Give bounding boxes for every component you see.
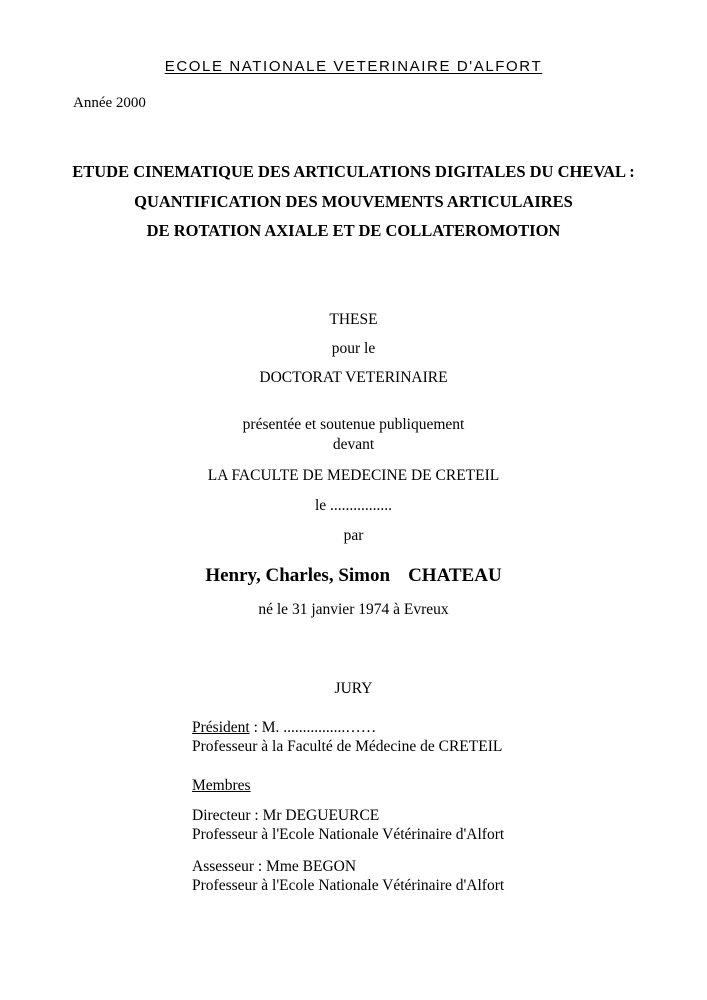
academic-year: Année 2000: [73, 95, 146, 111]
assessor-title: Professeur à l'Ecole Nationale Vétérinaire d'Alfort: [192, 877, 505, 894]
jury-heading: JURY: [334, 680, 373, 697]
jury-director: Directeur : Mr DEGUEURCE: [192, 807, 380, 824]
members-heading: Membres: [192, 777, 251, 794]
thesis-title-line-3: DE ROTATION AXIALE ET DE COLLATEROMOTION: [146, 221, 561, 240]
thesis-title-line-2: QUANTIFICATION DES MOUVEMENTS ARTICULAIRES: [134, 192, 573, 211]
these-label: THESE: [329, 311, 378, 328]
faculty-name: LA FACULTE DE MEDECINE DE CRETEIL: [207, 467, 500, 484]
president-value: : M. ................……: [249, 719, 377, 736]
author-surname: CHATEAU: [408, 565, 502, 586]
par-label: par: [343, 527, 364, 544]
jury-assessor: Assesseur : Mme BEGON: [192, 858, 357, 875]
jury-president: [192, 719, 376, 737]
pour-le-label: pour le: [331, 340, 376, 357]
defense-date: le ................: [314, 497, 393, 514]
school-name: ECOLE NATIONALE VETERINAIRE D'ALFORT: [164, 58, 543, 75]
author-birth: né le 31 janvier 1974 à Evreux: [258, 601, 449, 618]
author-name: [0, 565, 707, 587]
devant-label: devant: [332, 436, 375, 453]
presented-label: présentée et soutenue publiquement: [242, 416, 465, 433]
president-label: Président: [192, 719, 250, 736]
author-given-names: Henry, Charles, Simon: [205, 565, 391, 586]
president-title: Professeur à la Faculté de Médecine de CRETEIL: [192, 738, 503, 755]
thesis-title-line-1: ETUDE CINEMATIQUE DES ARTICULATIONS DIGITALES DU CHEVAL :: [72, 162, 635, 181]
degree-label: DOCTORAT VETERINAIRE: [259, 369, 448, 386]
director-title: Professeur à l'Ecole Nationale Vétérinaire d'Alfort: [192, 826, 505, 843]
